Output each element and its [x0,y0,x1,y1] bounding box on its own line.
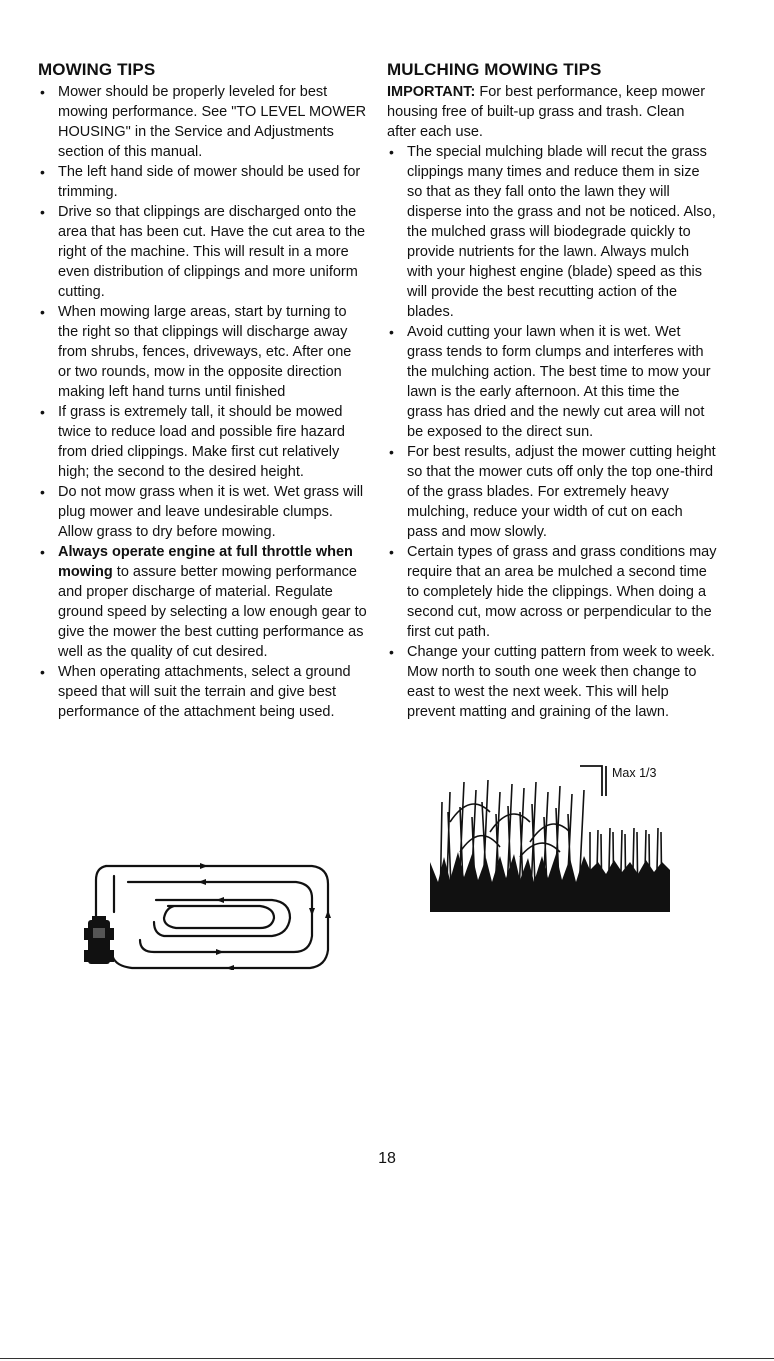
list-item: • If grass is extremely tall, it should be mowed twice to reduce load and possible fire hazard from dried clippings. Make first cut relatively high; the second to the desired height. [38,402,368,482]
important-text: For best performance, keep mower housing free of built-up grass and trash. Clean after each use. [387,84,706,140]
list-item: • When operating attachments, select a ground speed that will suit the terrain and give best performance of the attachment being used. [38,662,368,722]
mowing-pattern-illustration [84,858,334,970]
list-item: • Mower should be properly leveled for best mowing performance. See "TO LEVEL MOWER HOUSING" in the Service and Adjustments section of this manual. [38,82,368,162]
grass-height-illustration [430,762,670,912]
mulching-tips-list [387,142,717,722]
list-item: • When mowing large areas, start by turning to the right so that clippings will discharge away from shrubs, fences, driveways, etc. After one or two rounds, mow in the opposite direction making left hand turns until finished [38,302,368,402]
page-bottom-rule [0,1358,774,1359]
list-item [38,542,368,662]
page-number: 18 [378,1150,396,1167]
mowing-tips-heading: MOWING TIPS [38,60,156,79]
mowing-tips-section [38,60,368,722]
tractor-icon [84,916,114,964]
full-throttle-warning: Always operate engine at full throttle when mowing [58,544,353,580]
list-item: • Change your cutting pattern from week to week. Mow north to south one week then change to east to west the next week. This will help prevent matting and graining of the lawn. [387,642,717,722]
important-note [387,82,717,142]
list-item: • The left hand side of mower should be used for trimming. [38,162,368,202]
mulching-tips-heading: MULCHING MOWING TIPS [387,60,602,79]
max-cut-label: Max 1/3 [612,766,657,780]
full-throttle-text: to assure better mowing performance and proper discharge of material. Regulate ground speed by selecting a low enough gear to give the mower the best cutting performance as well as the quality of cut desired. [58,564,367,660]
list-item: • The special mulching blade will recut the grass clippings many times and reduce them in size so that as they fall onto the lawn they will disperse into the grass and not be noticed. Also, the mulched grass will biodegrade quickly to provide nutrients for the lawn. Always mulch with your highest engine (blade) speed as this will provide the best recutting action of the blades. [387,142,717,322]
mulching-tips-section [387,60,717,722]
mowing-tips-list [38,82,368,722]
list-item: • For best results, adjust the mower cutting height so that the mower cuts off only the top one-third of the grass blades. For extremely heavy mulching, reduce your width of cut on each pass and mow slowly. [387,442,717,542]
list-item: • Avoid cutting your lawn when it is wet. Wet grass tends to form clumps and interferes with the mulching action. The best time to mow your lawn is the early afternoon. At this time the grass has dried and the newly cut area will not be exposed to the direct sun. [387,322,717,442]
list-item: • Do not mow grass when it is wet. Wet grass will plug mower and leave undesirable clumps. Allow grass to dry before mowing. [38,482,368,542]
list-item: • Drive so that clippings are discharged onto the area that has been cut. Have the cut area to the right of the machine. This will result in a more even distribution of clippings and more uniform cutting. [38,202,368,302]
list-item: • Certain types of grass and grass conditions may require that an area be mulched a second time to completely hide the clippings. When doing a second cut, mow across or perpendicular to the first cut path. [387,542,717,642]
important-label: IMPORTANT: [387,84,476,100]
